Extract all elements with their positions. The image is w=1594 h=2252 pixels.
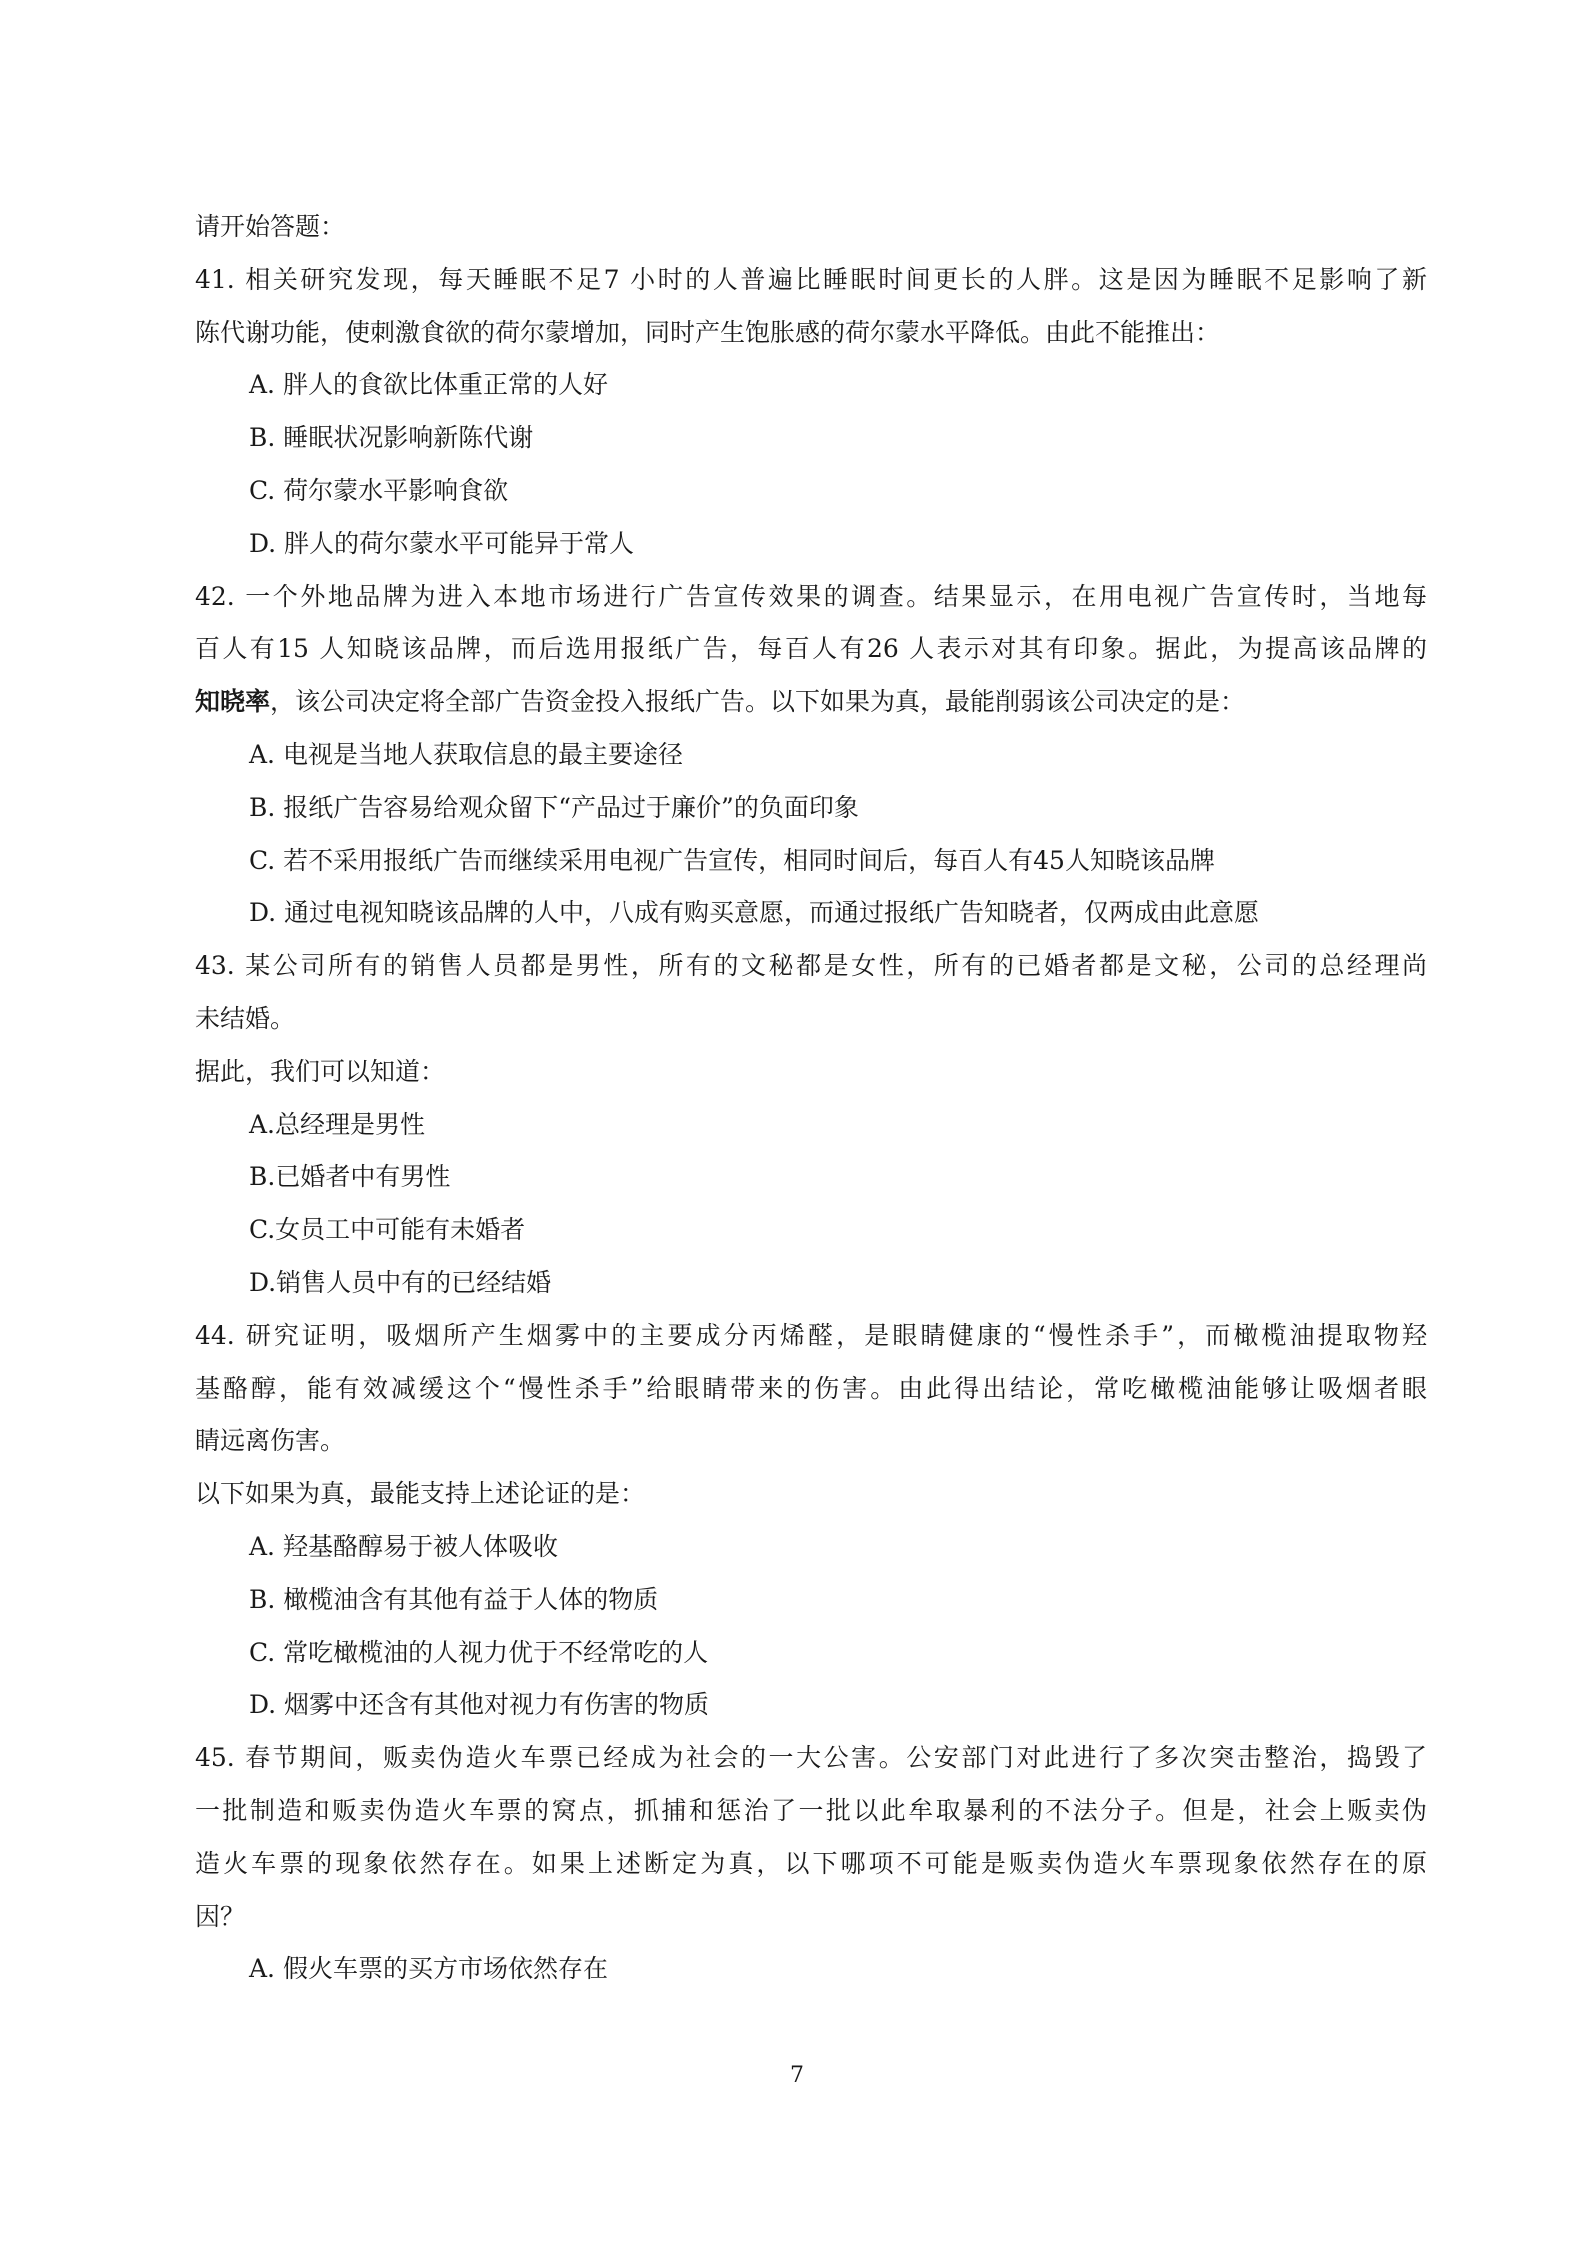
q43-option-a: A.总经理是男性	[249, 1109, 426, 1139]
document-page	[195, 201, 1427, 1996]
q42-stem: 42. 一个外地品牌为进入本地市场进行广告宣传效果的调查。结果显示，在用电视广告宣传时，当地每	[195, 581, 1427, 611]
q45-option-a: A. 假火车票的买方市场依然存在	[249, 1954, 608, 1984]
q42-bold-term: 知晓率	[195, 687, 271, 717]
q45-stem: 一批制造和贩卖伪造火车票的窝点，抓捕和惩治了一批以此牟取暴利的不法分子。但是，社会上贩卖伪	[195, 1795, 1427, 1825]
page-number: 7	[790, 2063, 804, 2088]
q44-option-c: C. 常吃橄榄油的人视力优于不经常吃的人	[249, 1637, 709, 1667]
q44-option-a: A. 羟基酪醇易于被人体吸收	[249, 1531, 558, 1561]
q42-option-d: D. 通过电视知晓该品牌的人中，八成有购买意愿，而通过报纸广告知晓者，仅两成由此意愿	[249, 898, 1260, 928]
q41-stem: 41. 相关研究发现，每天睡眠不足7 小时的人普遍比睡眠时间更长的人胖。这是因为睡眠不足影响了新	[195, 264, 1427, 294]
q44-option-b: B. 橄榄油含有其他有益于人体的物质	[249, 1584, 659, 1614]
q42-option-a: A. 电视是当地人获取信息的最主要途径	[249, 739, 683, 769]
q43-option-d: D.销售人员中有的已经结婚	[249, 1267, 552, 1297]
q45-stem: 造火车票的现象依然存在。如果上述断定为真，以下哪项不可能是贩卖伪造火车票现象依然存在的原	[195, 1848, 1427, 1878]
q44-stem: 44. 研究证明，吸烟所产生烟雾中的主要成分丙烯醛，是眼睛健康的“慢性杀手”，而橄榄油提取物羟	[195, 1320, 1427, 1350]
q41-option-c: C. 荷尔蒙水平影响食欲	[249, 475, 509, 505]
q44-stem: 睛远离伤害。	[195, 1426, 346, 1456]
q42-stem: 百人有15 人知晓该品牌，而后选用报纸广告，每百人有26 人表示对其有印象。据此，为提高该品牌的	[195, 634, 1427, 664]
q42-stem-rest: ，该公司决定将全部广告资金投入报纸广告。以下如果为真，最能削弱该公司决定的是：	[270, 687, 1246, 717]
q41-option-a: A. 胖人的食欲比体重正常的人好	[249, 370, 608, 400]
intro: 请开始答题：	[195, 212, 346, 241]
q44-option-d: D. 烟雾中还含有其他对视力有伤害的物质	[249, 1690, 710, 1720]
q44-stem: 以下如果为真，最能支持上述论证的是：	[195, 1479, 646, 1509]
q43-stem: 未结婚。	[195, 1003, 296, 1033]
q45-stem: 因？	[195, 1901, 246, 1931]
q41-stem: 陈代谢功能，使刺激食欲的荷尔蒙增加，同时产生饱胀感的荷尔蒙水平降低。由此不能推出：	[195, 317, 1221, 347]
q45-stem: 45. 春节期间，贩卖伪造火车票已经成为社会的一大公害。公安部门对此进行了多次突击整治，捣毁了	[195, 1743, 1427, 1773]
q41-option-b: B. 睡眠状况影响新陈代谢	[249, 423, 534, 453]
q43-option-c: C.女员工中可能有未婚者	[249, 1215, 526, 1245]
q43-option-b: B.已婚者中有男性	[249, 1162, 451, 1192]
q43-stem: 43. 某公司所有的销售人员都是男性，所有的文秘都是女性，所有的已婚者都是文秘，公司的总经理尚	[195, 951, 1427, 981]
q42-option-c: C. 若不采用报纸广告而继续采用电视广告宣传，相同时间后，每百人有45人知晓该品牌	[249, 845, 1215, 875]
q41-option-d: D. 胖人的荷尔蒙水平可能异于常人	[249, 528, 635, 558]
q44-stem: 基酪醇，能有效减缓这个“慢性杀手”给眼睛带来的伤害。由此得出结论，常吃橄榄油能够让吸烟者眼	[195, 1373, 1427, 1403]
q43-stem: 据此，我们可以知道：	[195, 1056, 446, 1086]
q42-option-b: B. 报纸广告容易给观众留下“产品过于廉价”的负面印象	[249, 792, 859, 822]
q42-stem	[195, 676, 1427, 729]
